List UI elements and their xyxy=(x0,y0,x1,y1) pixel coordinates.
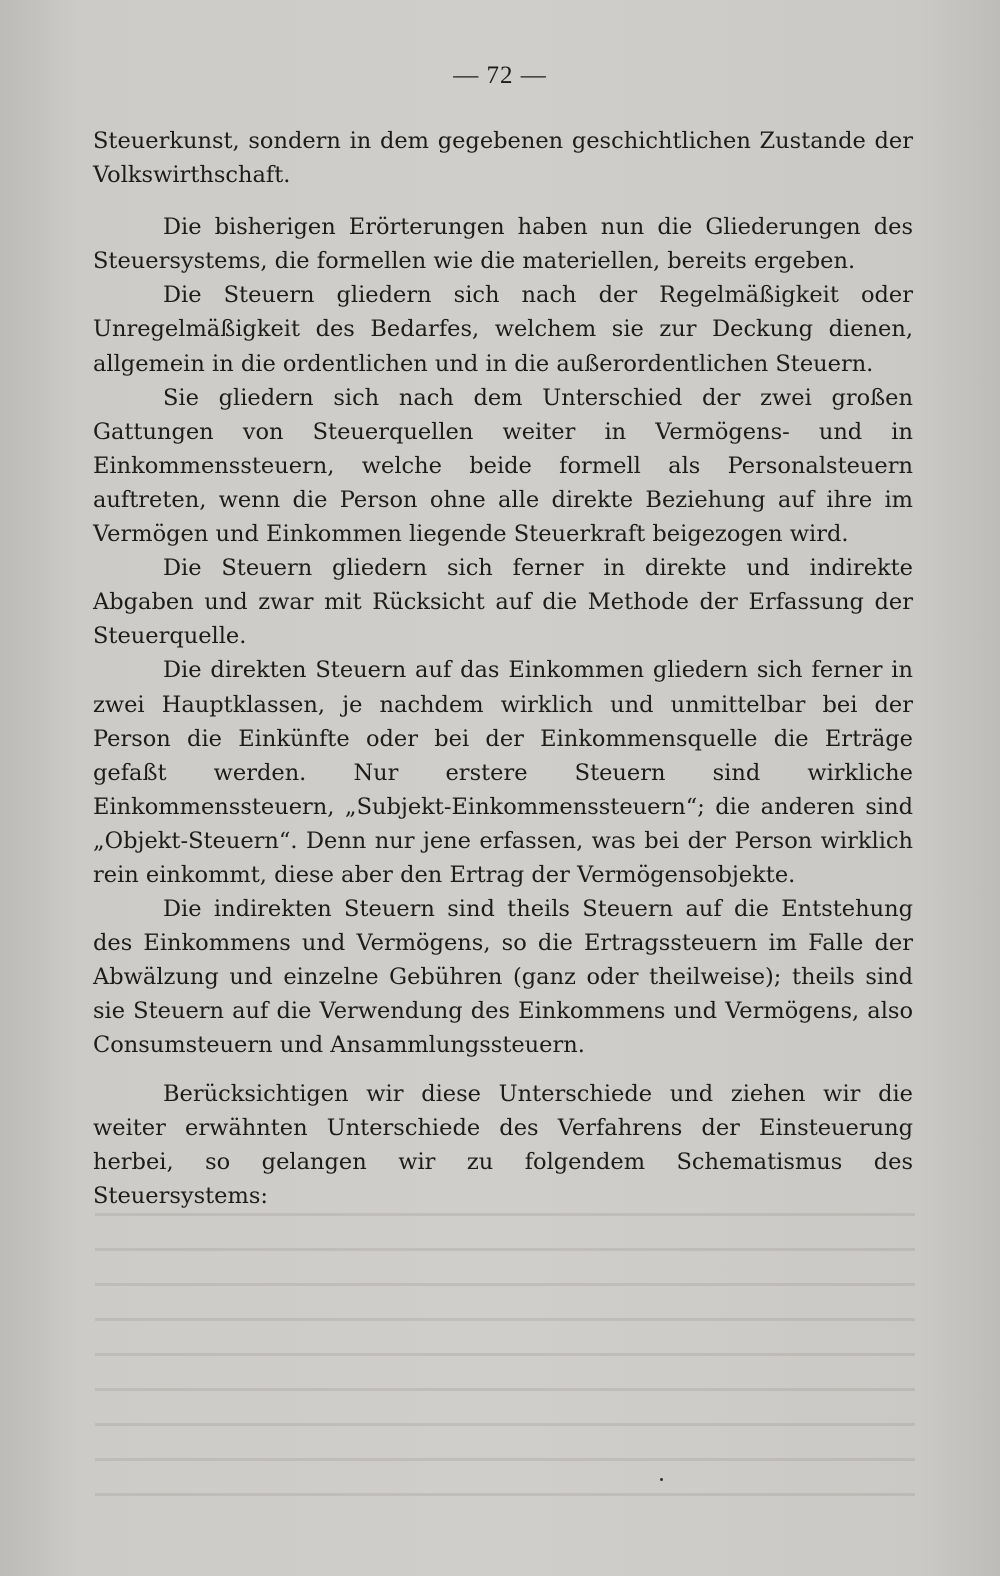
ink-speck xyxy=(660,1478,663,1481)
page-body xyxy=(93,124,913,1213)
paragraph: Die indirekten Steuern sind theils Steuern auf die Entstehung des Einkommens und Vermögens, so die Ertragssteuern im Falle der Abwälzung und einzelne Gebühren (ganz oder theilweise); theils sind sie Steuern auf die Verwendung des Einkommens und Vermögens, also Consumsteuern und Ansammlungssteuern. xyxy=(93,896,913,1059)
paragraph: Die Steuern gliedern sich ferner in direkte und indirekte Abgaben und zwar mit Rücksicht auf die Methode der Erfassung der Steuerquelle. xyxy=(93,555,913,650)
paragraph: Die Steuern gliedern sich nach der Regelmäßigkeit oder Unregelmäßigkeit des Bedarfes, welchem sie zur Deckung dienen, allgemein in die ordentlichen und in die außerordentlichen Steuern. xyxy=(93,282,913,377)
bleed-through-text xyxy=(95,1195,915,1525)
paragraph: Die bisherigen Erörterungen haben nun die Gliederungen des Steuersystems, die formellen wie die materiellen, bereits ergeben. xyxy=(93,214,913,275)
paragraph: Steuerkunst, sondern in dem gegebenen geschichtlichen Zustande der Volkswirthschaft. xyxy=(93,128,913,189)
paragraph: Sie gliedern sich nach dem Unterschied der zwei großen Gattungen von Steuerquellen weiter in Vermögens- und in Einkommenssteuern, welche beide formell als Personalsteuern auftreten, wenn die Person ohne alle direkte Beziehung auf ihre im Vermögen und Einkommen liegende Steuerkraft beigezogen wird. xyxy=(93,384,913,548)
paragraph: Berücksichtigen wir diese Unterschiede und ziehen wir die weiter erwähnten Unterschiede des Verfahrens der Einsteuerung herbei, so gelangen wir zu folgendem Schematismus des Steuersystems: xyxy=(93,1080,913,1209)
paragraph: Die direkten Steuern auf das Einkommen gliedern sich ferner in zwei Hauptklassen, je nachdem wirklich und unmittelbar bei der Person die Einkünfte oder bei der Einkommensquelle die Erträge gefaßt werden. Nur erstere Steuern sind wirkliche Einkommenssteuern, „Subjekt-Einkommenssteuern“; die anderen sind „Objekt-Steuern“. Denn nur jene erfassen, was bei der Person wirklich rein einkommt, diese aber den Ertrag der Vermögensobjekte. xyxy=(93,657,913,888)
page-number: — 72 — xyxy=(453,62,547,89)
